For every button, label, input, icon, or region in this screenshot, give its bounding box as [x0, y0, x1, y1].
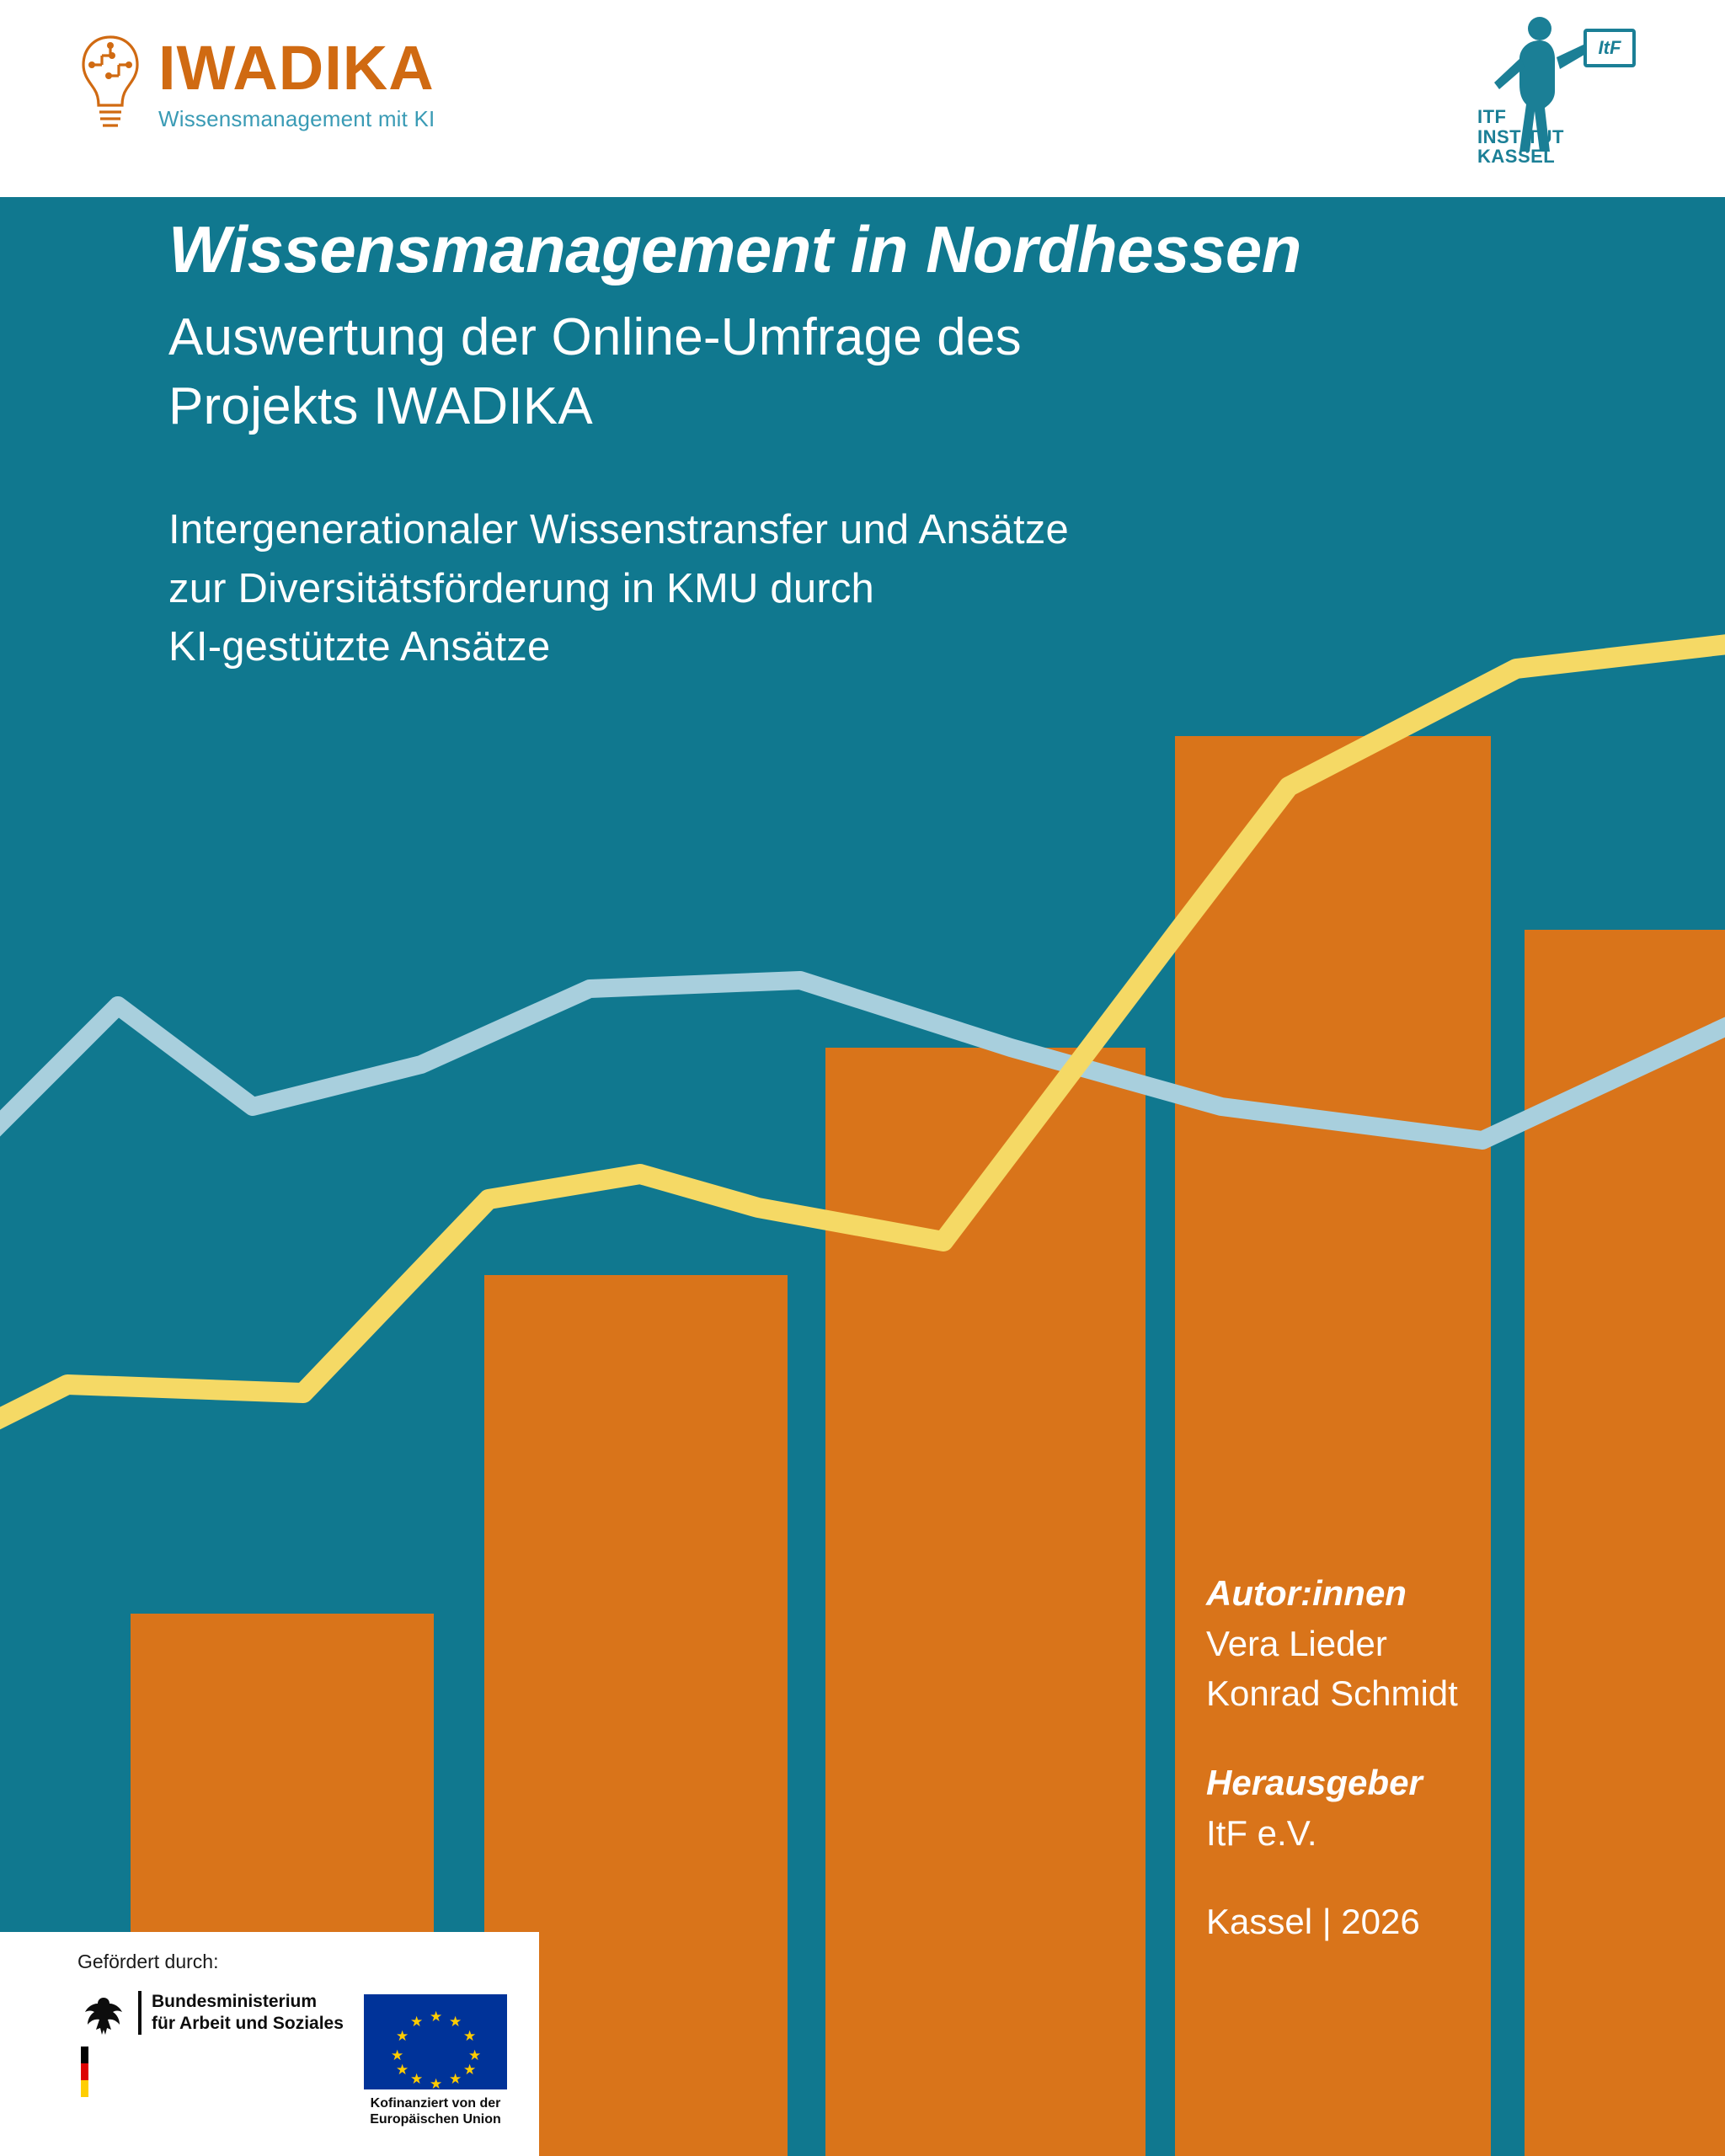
authors-label: Autor:innen	[1206, 1573, 1407, 1613]
bmas-line-1: Bundesministerium	[152, 1992, 318, 2011]
eu-caption-line-1: Kofinanziert von der	[370, 2096, 501, 2111]
description-line-3: KI-gestützte Ansätze	[168, 624, 551, 670]
page-title: Wissensmanagement in Nordhessen	[168, 212, 1301, 286]
funding-label: Gefördert durch:	[77, 1951, 219, 1972]
itf-name-line3: KASSEL	[1477, 146, 1556, 168]
itf-logo	[1472, 10, 1641, 187]
page-header	[0, 0, 1725, 197]
itf-name-line1: ITF	[1477, 105, 1507, 127]
subtitle-line-2: Projekts IWADIKA	[168, 376, 593, 435]
iwadika-logo	[74, 25, 435, 143]
place-year-group	[1206, 1897, 1458, 1947]
iwadika-tagline: Wissensmanagement mit KI	[158, 105, 435, 131]
publisher-label: Herausgeber	[1206, 1762, 1423, 1802]
credits-block	[1206, 1568, 1458, 1947]
title-block	[168, 212, 1348, 677]
eu-funding-caption	[364, 2095, 507, 2127]
publisher-group	[1206, 1758, 1458, 1858]
iwadika-wordmark: IWADIKA	[158, 32, 435, 103]
bmas-name	[138, 1991, 344, 2035]
subtitle-line-1: Auswertung der Online-Umfrage des	[168, 307, 1022, 366]
eu-caption-line-2: Europäischen Union	[370, 2112, 501, 2127]
funding-box	[0, 1932, 539, 2156]
lightbulb-circuit-icon	[74, 25, 147, 143]
bmas-logo	[77, 1991, 344, 2043]
itf-institute-name	[1477, 107, 1564, 167]
german-flag-bar	[81, 2047, 88, 2097]
place-and-year: Kassel | 2026	[1206, 1902, 1420, 1942]
itf-abbr-text: ItF	[1598, 37, 1621, 58]
itf-name-line2: INSTITUT	[1477, 125, 1564, 147]
publisher-name: ItF e.V.	[1206, 1812, 1317, 1853]
itf-abbr-badge	[1583, 29, 1636, 67]
federal-eagle-icon	[77, 1991, 130, 2043]
author-name-2: Konrad Schmidt	[1206, 1673, 1458, 1714]
eu-flag-icon: ★ ★ ★ ★ ★ ★ ★ ★ ★ ★ ★ ★	[364, 1994, 507, 2089]
author-name-1: Vera Lieder	[1206, 1623, 1387, 1663]
description-line-1: Intergenerationaler Wissenstransfer und Ansätze	[168, 507, 1069, 553]
eu-funding-logo	[364, 1994, 507, 2127]
bmas-line-2: für Arbeit und Soziales	[152, 2014, 344, 2034]
authors-group	[1206, 1568, 1458, 1719]
description-line-2: zur Diversitätsförderung in KMU durch	[168, 565, 874, 611]
